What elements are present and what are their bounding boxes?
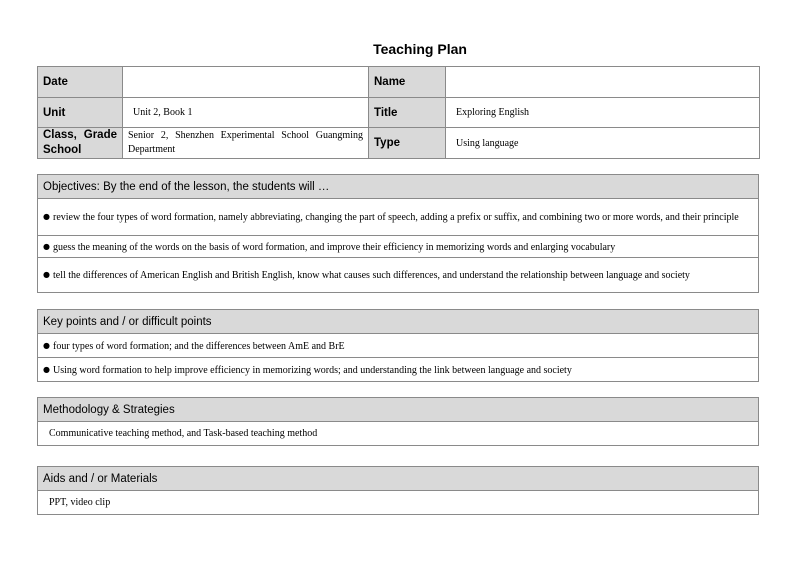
key-point-text: Using word formation to help improve efficiency in memorizing words; and understanding the link between language and society (52, 364, 572, 376)
class-grade-school-value: Senior 2, Shenzhen Experimental School Guangming Department (123, 128, 369, 159)
key-points-table (37, 309, 759, 382)
list-item (38, 258, 759, 293)
methodology-text: Communicative teaching method, and Task-based teaching method (38, 422, 759, 446)
info-row-date (38, 67, 760, 98)
bullet-icon: ● (43, 364, 50, 374)
key-point-text: four types of word formation; and the differences between AmE and BrE (52, 340, 345, 352)
objective-text: guess the meaning of the words on the basis of word formation, and improve their efficiency in memorizing words and enlarging vocabulary (52, 241, 616, 253)
unit-value: Unit 2, Book 1 (123, 98, 369, 128)
unit-label: Unit (38, 98, 123, 128)
objective-text: review the four types of word formation, namely abbreviating, changing the part of speech, adding a prefix or suffix, and combining two or more words, and their principle (52, 212, 739, 223)
bullet-icon: ● (43, 270, 50, 279)
objectives-table (37, 174, 759, 293)
date-label: Date (38, 67, 123, 98)
objectives-header: Objectives: By the end of the lesson, the students will … (38, 175, 759, 199)
aids-header: Aids and / or Materials (38, 467, 759, 491)
key-points-header: Key points and / or difficult points (38, 310, 759, 334)
date-value (123, 67, 369, 98)
title-value: Exploring English (446, 98, 760, 128)
type-value: Using language (446, 128, 760, 159)
methodology-header: Methodology & Strategies (38, 398, 759, 422)
list-item (38, 236, 759, 258)
info-row-unit (38, 98, 760, 128)
page-title: Teaching Plan (373, 41, 467, 57)
list-item (38, 334, 759, 358)
bullet-icon: ● (43, 241, 50, 251)
type-label: Type (369, 128, 446, 159)
bullet-icon: ● (43, 212, 50, 221)
info-table (37, 66, 760, 159)
info-row-class (38, 128, 760, 159)
methodology-table (37, 397, 759, 446)
name-label: Name (369, 67, 446, 98)
list-item (38, 358, 759, 382)
aids-text: PPT, video clip (38, 491, 759, 515)
aids-table (37, 466, 759, 515)
title-label: Title (369, 98, 446, 128)
list-item (38, 199, 759, 236)
bullet-icon: ● (43, 340, 50, 350)
objective-text: tell the differences of American English and British English, know what causes such differences, and understand the relationship between language and society (52, 270, 690, 281)
name-value (446, 67, 760, 98)
class-grade-school-label: Class, Grade School (38, 128, 123, 159)
